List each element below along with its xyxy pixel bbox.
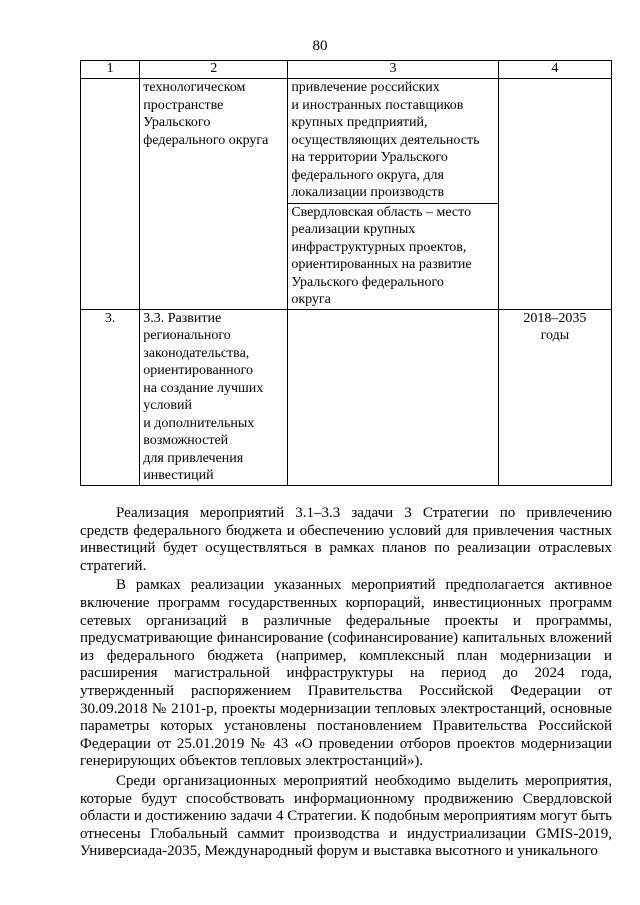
- cell-line: на создание лучших: [143, 380, 264, 396]
- cell-line: условий: [143, 398, 193, 413]
- cell-line: инвестиций: [143, 468, 214, 483]
- content-block-b: [288, 204, 497, 309]
- row3-period-cell: [498, 309, 611, 485]
- cell-line: 3.3. Развитие: [143, 310, 222, 326]
- cell-line: и дополнительных: [143, 415, 255, 431]
- measures-table: [80, 60, 612, 486]
- row-cont-number-cell: [81, 79, 140, 310]
- header-cell-3: 3: [288, 61, 498, 79]
- row-cont-measure-cell: [140, 79, 288, 310]
- paragraph: В рамках реализации указанных мероприятий предполагается активное включение программ государственных корпораций, инвестиционных программ сетевых организаций в различные федеральные проекты и программы, предусматривающие финансирование (софинансирование) капитальных вложений из федерального бюджета (например, комплексный план модернизации и расширения магистральной инфраструктуры на период до 2024 года, утвержденный распоряжением Правительства Российской Федерации от 30.09.2018 № 2101-р, проекты модернизации тепловых электростанций, основные параметры которых установлены постановлением Правительства Российской Федерации от 25.01.2019 № 43 «О проведении отборов проектов модернизации генерирующих объектов тепловых электростанций»).: [80, 577, 612, 770]
- cell-line: федерального округа, для: [291, 167, 444, 183]
- row-cont-period-cell: [498, 79, 611, 310]
- table-header-row: [81, 61, 612, 79]
- page-number: 80: [312, 38, 328, 54]
- row3-content-cell: [288, 309, 498, 485]
- cell-line: Уральского федерального: [291, 274, 444, 290]
- cell-line: привлечение российских: [291, 80, 440, 95]
- cell-line: осуществляющих деятельность: [291, 132, 480, 148]
- cell-line: федерального округа: [143, 132, 269, 148]
- cell-line: годы: [540, 328, 570, 343]
- cell-line: регионального: [143, 328, 231, 343]
- cell-line: пространстве: [143, 97, 224, 113]
- cell-line: и иностранных поставщиков: [291, 97, 464, 113]
- table-row: [81, 79, 612, 310]
- cell-line: ориентированных на развитие: [291, 257, 472, 272]
- row3-number-cell: 3.: [81, 309, 140, 485]
- paragraph: Реализация мероприятий 3.1–3.3 задачи 3 Стратегии по привлечению средств федерального бюджета и обеспечению условий для привлечения частных инвестиций будет осуществляться в рамках планов по реализации отраслевых стратегий.: [80, 505, 612, 574]
- cell-line: локализации производств: [291, 185, 445, 200]
- header-cell-1: 1: [81, 61, 140, 79]
- content-block-a: [288, 79, 497, 204]
- cell-line: 2018–2035: [523, 310, 587, 326]
- row-cont-content-cell: [288, 79, 498, 310]
- cell-line: для привлечения: [143, 450, 244, 466]
- cell-line: законодательства,: [143, 345, 250, 361]
- cell-line: крупных предприятий,: [291, 115, 428, 130]
- paragraph: Среди организационных мероприятий необходимо выделить мероприятия, которые будут способствовать информационному продвижению Свердловской области и достижению задачи 4 Стратегии. К подобным мероприятиям могут быть отнесены Глобальный саммит производства и индустриализации GMIS-2019, Универсиада-2035, Международный форум и выставка высотного и уникального: [80, 772, 612, 860]
- cell-line: на территории Уральского: [291, 150, 448, 165]
- cell-line: округа: [291, 292, 331, 307]
- table-row: [81, 309, 612, 485]
- header-cell-2: 2: [140, 61, 288, 79]
- cell-line: Свердловская область – место: [291, 204, 472, 220]
- cell-line: технологическом: [143, 80, 246, 95]
- cell-line: возможностей: [143, 433, 229, 448]
- cell-line: Уральского: [143, 115, 211, 130]
- cell-line: инфраструктурных проектов,: [291, 239, 467, 255]
- body-text: [80, 505, 612, 861]
- cell-line: ориентированного: [143, 363, 254, 378]
- header-cell-4: 4: [498, 61, 611, 79]
- row3-measure-cell: [140, 309, 288, 485]
- cell-line: реализации крупных: [291, 222, 416, 237]
